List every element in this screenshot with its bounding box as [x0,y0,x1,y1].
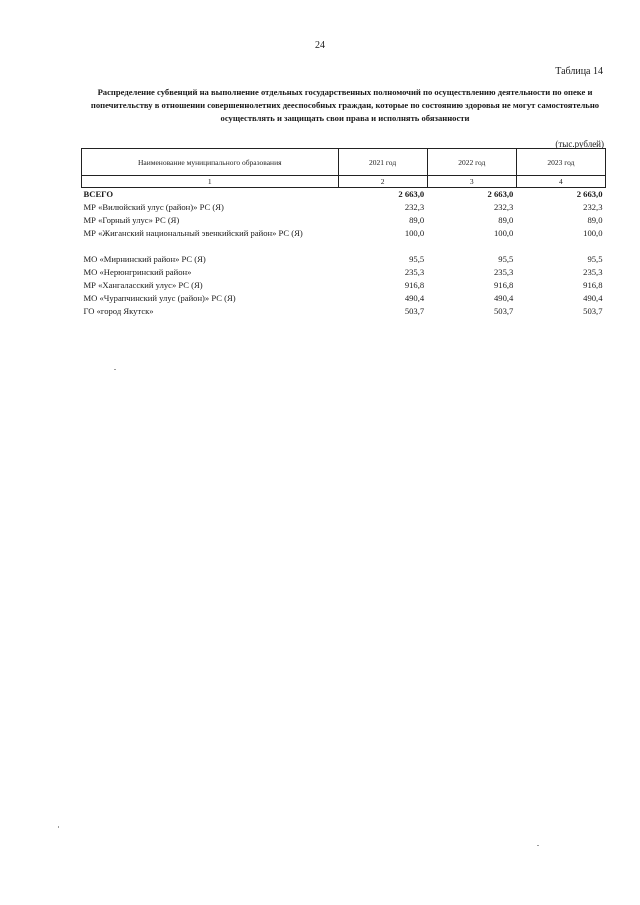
value-2022: 232,3 [493,202,514,212]
header-year-2023: 2023 год [516,149,605,176]
value-2021: 2 663,0 [398,189,425,199]
row-name: ГО «город Якутск» [83,306,154,316]
value-2023: 503,7 [583,306,603,316]
header-municipality: Наименование муниципального образования [82,149,339,176]
row-name: МО «Нерюнгринский район» [83,267,192,277]
units-label: (тыс.рублей) [555,139,604,149]
table-row [82,279,606,292]
value-2021: 490,4 [404,293,425,303]
spacer-cell [82,240,606,253]
row-name: ВСЕГО [83,189,114,199]
row-name: МР «Вилюйский улус (район)» РС (Я) [83,202,224,212]
table-row [82,266,606,279]
value-2023: 916,8 [583,280,603,290]
value-2021: 89,0 [409,215,425,225]
value-2022: 100,0 [493,228,514,238]
row-name: МО «Мирнинский район» РС (Я) [83,254,206,264]
value-2021: 100,0 [404,228,425,238]
value-2023: 490,4 [583,293,603,303]
table-row [82,227,606,240]
column-number: 1 [82,176,339,188]
column-number: 3 [427,176,516,188]
scan-speck [58,826,59,828]
value-2021: 503,7 [404,306,425,316]
value-2021: 235,3 [404,267,425,277]
value-2022: 503,7 [493,306,514,316]
table-row [82,214,606,227]
table-row [82,305,606,318]
row-name: МО «Чурапчинский улус (район)» РС (Я) [83,293,236,303]
value-2021: 232,3 [404,202,425,212]
subsidy-table [81,148,606,318]
column-number-row [82,176,606,188]
value-2022: 916,8 [493,280,514,290]
value-2023: 232,3 [583,202,603,212]
row-name: МР «Горный улус» РС (Я) [83,215,180,225]
value-2022: 235,3 [493,267,514,277]
value-2023: 95,5 [587,254,603,264]
table-row [82,292,606,305]
value-2022: 89,0 [498,215,514,225]
column-number: 4 [516,176,605,188]
value-2023: 235,3 [583,267,603,277]
header-year-2021: 2021 год [338,149,427,176]
value-2022: 95,5 [498,254,514,264]
column-number: 2 [338,176,427,188]
spacer-row [82,240,606,253]
header-year-2022: 2022 год [427,149,516,176]
table-reference: Таблица 14 [555,66,603,77]
value-2023: 2 663,0 [576,189,603,199]
table-row-total [82,188,606,202]
table-row [82,253,606,266]
table-header-row [82,149,606,176]
page-number: 24 [315,40,325,51]
value-2022: 2 663,0 [487,189,514,199]
document-title: Распределение субвенций на выполнение отдельных государственных полномочий по осуществлению деятельности по опеке и попечительству в отношении совершеннолетних дееспособных граждан, которые по состоянию здоровья не могут самостоятельно осуществлять и защищать свои права и исполнять обязанности [90,87,600,123]
row-name: МР «Жиганский национальный эвенкийский район» РС (Я) [83,228,303,238]
value-2021: 916,8 [404,280,425,290]
row-name: МР «Хангаласский улус» РС (Я) [83,280,203,290]
table-row [82,201,606,214]
scan-speck [114,369,116,370]
value-2022: 490,4 [493,293,514,303]
scan-speck [537,845,539,846]
value-2023: 89,0 [587,215,603,225]
value-2023: 100,0 [583,228,603,238]
value-2021: 95,5 [409,254,425,264]
